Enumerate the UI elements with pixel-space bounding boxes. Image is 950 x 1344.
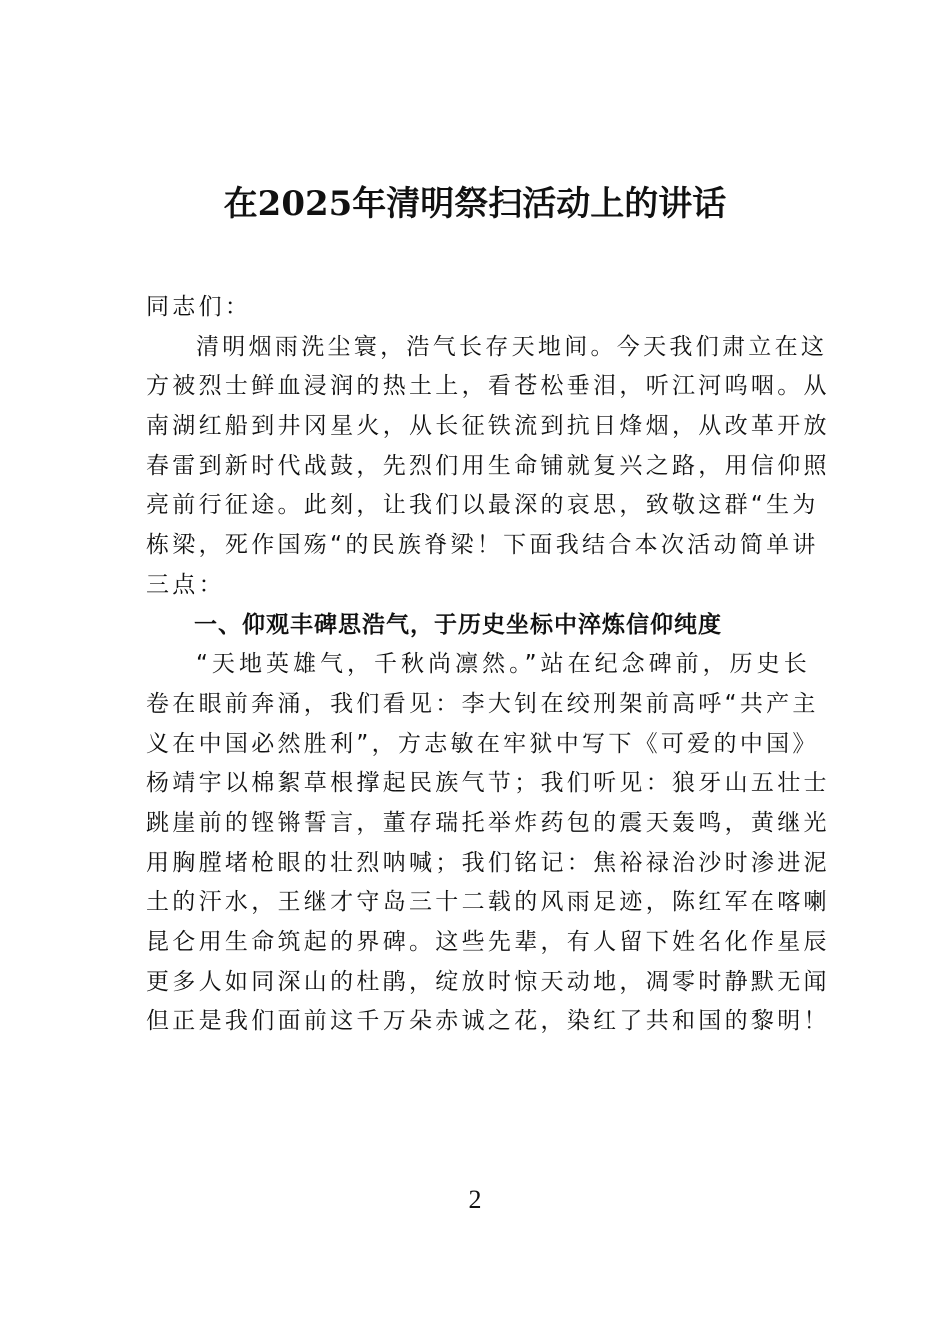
section-heading: 一、仰观丰碑思浩气，于历史坐标中淬炼信仰纯度 — [194, 611, 722, 638]
paragraph-line: 栋梁，死作国殇“的民族脊梁！下面我结合本次活动简单讲 — [146, 532, 819, 559]
paragraph-line: 南湖红船到井冈星火，从长征铁流到抗日烽烟，从改革开放 — [146, 413, 830, 440]
paragraph-line: 卷在眼前奔涌，我们看见：李大钊在绞刑架前高呼“共产主 — [146, 690, 819, 717]
page-number: 2 — [468, 1185, 482, 1214]
paragraph-line: 土的汗水，王继才守岛三十二载的风雨足迹，陈红军在喀喇 — [146, 889, 830, 916]
document-title: 在2025年清明祭扫活动上的讲话 — [223, 184, 727, 224]
paragraph-line: 三点： — [146, 571, 225, 598]
salutation: 同志们： — [146, 294, 252, 320]
paragraph-line: “天地英雄气，千秋尚凛然。”站在纪念碑前，历史长 — [196, 651, 810, 678]
paragraph-line: 春雷到新时代战鼓，先烈们用生命铺就复兴之路，用信仰照 — [146, 452, 830, 479]
paragraph-line: 义在中国必然胜利”，方志敏在牢狱中写下《可爱的中国》 — [146, 730, 819, 757]
paragraph-line: 昆仑用生命筑起的界碑。这些先辈，有人留下姓名化作星辰 — [146, 929, 830, 955]
paragraph-line: 杨靖宇以棉絮草根撑起民族气节；我们听见：狼牙山五壮士 — [146, 770, 830, 797]
document-body — [146, 288, 830, 1042]
paragraph-line: 用胸膛堵枪眼的壮烈呐喊；我们铭记：焦裕禄治沙时渗进泥 — [146, 849, 830, 876]
paragraph-line: 跳崖前的铿锵誓言，董存瑞托举炸药包的震天轰鸣，黄继光 — [146, 809, 830, 836]
paragraph-line: 清明烟雨洗尘寰，浩气长存天地间。今天我们肃立在这 — [196, 333, 828, 360]
paragraph-line: 但正是我们面前这千万朵赤诚之花，染红了共和国的黎明！ — [146, 1008, 830, 1035]
paragraph-line: 更多人如同深山的杜鹃，绽放时惊天动地，凋零时静默无闻 — [146, 968, 830, 995]
paragraph-line: 方被烈士鲜血浸润的热土上，看苍松垂泪，听江河呜咽。从 — [146, 373, 830, 400]
paragraph-line: 亮前行征途。此刻，让我们以最深的哀思，致敬这群“生为 — [146, 492, 819, 519]
